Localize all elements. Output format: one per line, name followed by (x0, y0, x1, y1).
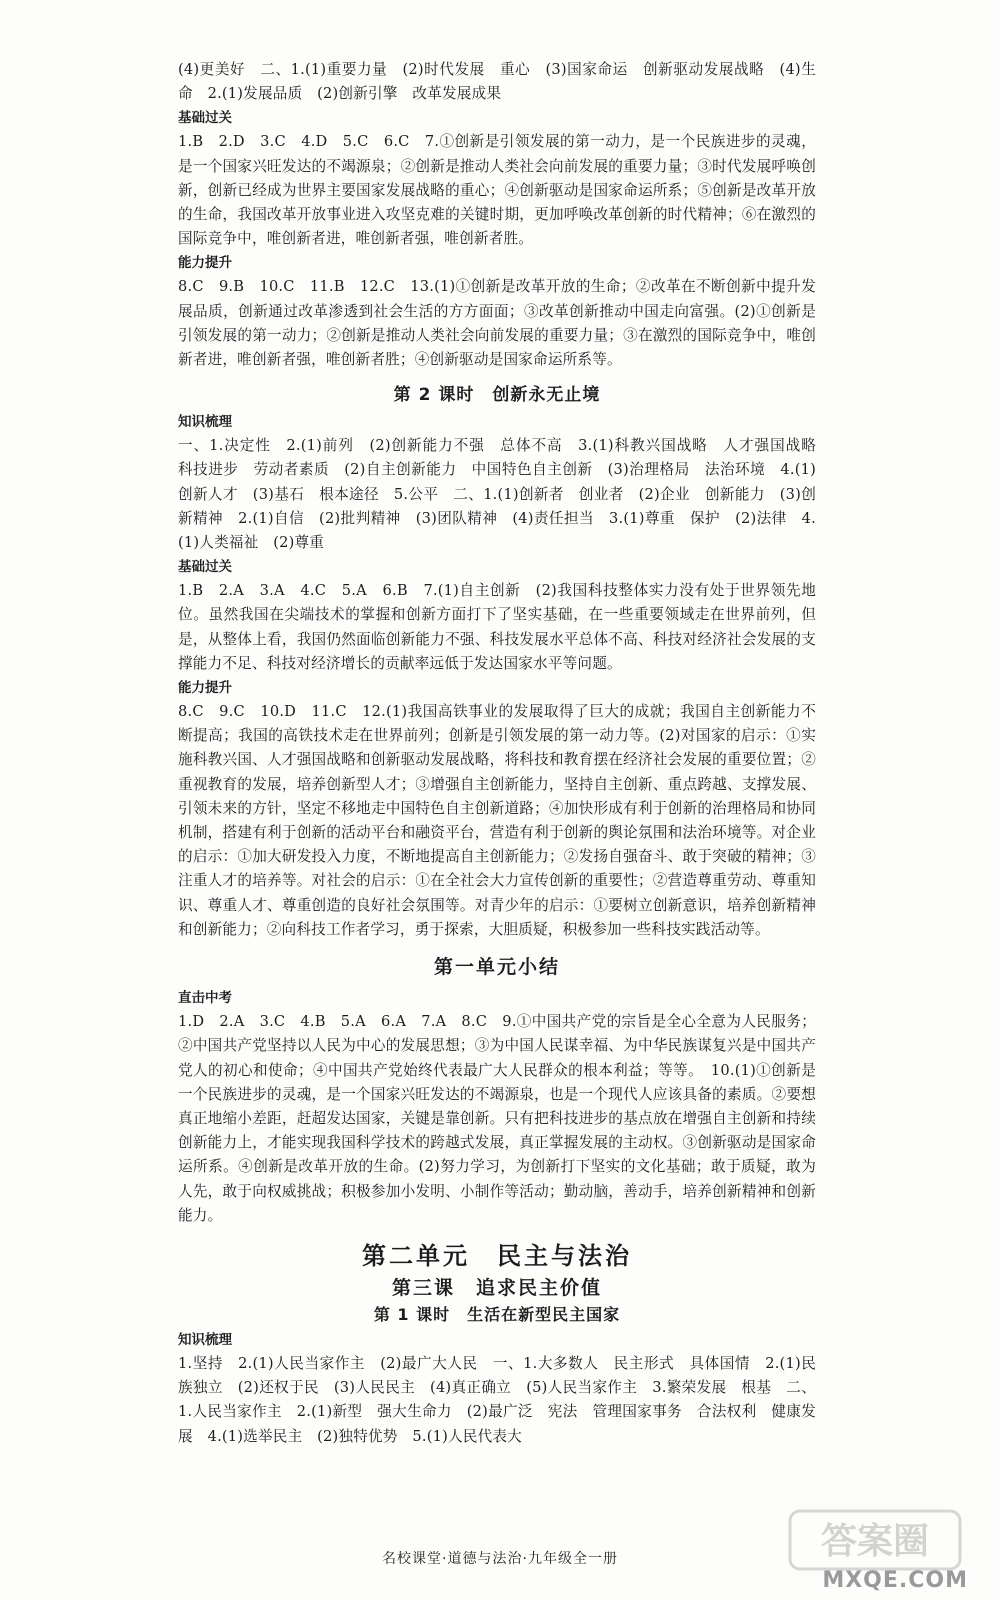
unit-summary-heading: 第一单元小结 (433, 956, 560, 979)
answer-paragraph: 1.B 2.D 3.C 4.D 5.C 6.C 7.①创新是引领发展的第一动力，是一个民族进步的灵魂，是一个国家兴旺发达的不竭源泉；②创新是推动人类社会向前发展的重要力量；③时代发展呼唤创新，创新已经成为世界主要国家发展战略的重心；④创新驱动是国家命运所系；⑤创新是改革开放的生命，我国改革开放事业进入攻坚克难的关键时期，更加呼唤改革创新的时代精神；⑥在激烈的国际竞争中，唯创新者进，唯创新者强，唯创新者胜。 (178, 133, 816, 248)
section-label: 基础过关 (178, 110, 232, 127)
page-content (178, 58, 831, 1449)
answer-paragraph: 1.坚持 2.(1)人民当家作主 (2)最广大人民 一、1.大多数人 民主形式 具体国情 2.(1)民族独立 (2)还权于民 (3)人民民主 (4)真正确立 (5)人民当家作主 3.繁荣发展 根基 二、1.人民当家作主 2.(1)新型 强大生命力 (2)最广泛 宪法 管理国家事务 合法权利 健康发展 4.(1)选举民主 (2)独特优势 5.(1)人民代表大 (178, 1354, 816, 1445)
section-label: 基础过关 (178, 559, 232, 576)
page-footer: 名校课堂·道德与法治·九年级全一册 (382, 1551, 618, 1567)
section-label: 能力提升 (178, 255, 232, 272)
section-label: 知识梳理 (178, 414, 232, 431)
section-label: 能力提升 (178, 680, 232, 697)
watermark-domain: MXQE.COM (822, 1568, 968, 1593)
answer-paragraph: 8.C 9.B 10.C 11.B 12.C 13.(1)①创新是改革开放的生命；②改革在不断创新中提升发展品质，创新通过改革渗透到社会生活的方方面面；③改革创新推动中国走向富强。(2)①创新是引领发展的第一动力；②创新是推动人类社会向前发展的重要力量；③在激烈的国际竞争中，唯创新者进，唯创新者强，唯创新者胜；④创新驱动是国家命运所系等。 (178, 278, 816, 369)
watermark-logo-text: 答案圈 (820, 1521, 930, 1562)
lesson-heading: 第 2 课时 创新永无止境 (393, 385, 601, 406)
answer-paragraph: 8.C 9.C 10.D 11.C 12.(1)我国高铁事业的发展取得了巨大的成就；我国自主创新能力不断提高；我国的高铁技术走在世界前列；创新是引领发展的第一动力等。(2)对国家的启示：①实施科教兴国、人才强国战略和创新驱动发展战略，将科技和教育摆在经济社会发展的重要位置；②重视教育的发展，培养创新型人才；③增强自主创新能力，坚持自主创新、重点跨越、支撑发展、引领未来的方针，坚定不移地走中国特色自主创新道路；④加快形成有利于创新的治理格局和协同机制，搭建有利于创新的活动平台和融资平台，营造有利于创新的舆论氛围和法治环境等。对企业的启示：①加大研发投入力度，不断地提高自主创新能力；②发扬自强奋斗、敢于突破的精神；③注重人才的培养等。对社会的启示：①在全社会大力宣传创新的重要性；②营造尊重劳动、尊重知识、尊重人才、尊重创造的良好社会氛围等。对青少年的启示：①要树立创新意识，培养创新精神和创新能力；②向科技工作者学习，勇于探索，大胆质疑，积极参加一些科技实践活动等。 (178, 703, 816, 938)
course-heading: 第三课 追求民主价值 (391, 1276, 602, 1299)
section-label: 知识梳理 (178, 1331, 232, 1348)
section-label: 直击中考 (178, 990, 232, 1007)
answer-paragraph: 1.D 2.A 3.C 4.B 5.A 6.A 7.A 8.C 9.①中国共产党的宗旨是全心全意为人民服务；②中国共产党坚持以人民为中心的发展思想；③为中国人民谋幸福、为中华民族谋复兴是中国共产党人的初心和使命；④中国共产党始终代表最广大人民群众的根本利益；等等。 10.(1)①创新是一个民族进步的灵魂，是一个国家兴旺发达的不竭源泉，也是一个现代人应该具备的素质。②要想真正地缩小差距，赶超发达国家，关键是靠创新。只有把科技进步的基点放在增强自主创新和持续创新能力上，才能实现我国科学技术的跨越式发展，真正掌握发展的主动权。③创新驱动是国家命运所系。④创新是改革开放的生命。(2)努力学习，为创新打下坚实的文化基础；敢于质疑，敢为人先，敢于向权威挑战；积极参加小发明、小制作等活动；勤动脑，善动手，培养创新精神和创新能力。 (178, 1013, 816, 1224)
answer-paragraph: 一、1.决定性 2.(1)前列 (2)创新能力不强 总体不高 3.(1)科教兴国战略 人才强国战略 科技进步 劳动者素质 (2)自主创新能力 中国特色自主创新 (3)治理格局 法治环境 4.(1)创新人才 (3)基石 根本途径 5.公平 二、1.(1)创新者 创业者 (2)企业 创新能力 (3)创新精神 2.(1)自信 (2)批判精神 (3)团队精神 (4)责任担当 3.(1)尊重 保护 (2)法律 4.(1)人类福祉 (2)尊重 (178, 437, 831, 552)
answer-paragraph: (4)更美好 二、1.(1)重要力量 (2)时代发展 重心 (3)国家命运 创新驱动发展战略 (4)生命 2.(1)发展品质 (2)创新引擎 改革发展成果 (178, 61, 816, 103)
unit-heading: 第二单元 民主与法治 (362, 1241, 632, 1270)
lesson-heading: 第 1 课时 生活在新型民主国家 (373, 1304, 621, 1324)
answer-paragraph: 1.B 2.A 3.A 4.C 5.A 6.B 7.(1)自主创新 (2)我国科技整体实力没有处于世界领先地位。虽然我国在尖端技术的掌握和创新方面打下了坚实基础，在一些重要领域走在世界前列，但是，从整体上看，我国仍然面临创新能力不强、科技发展水平总体不高、科技对经济社会发展的支撑能力不足、科技对经济增长的贡献率远低于发达国家水平等问题。 (178, 582, 816, 672)
